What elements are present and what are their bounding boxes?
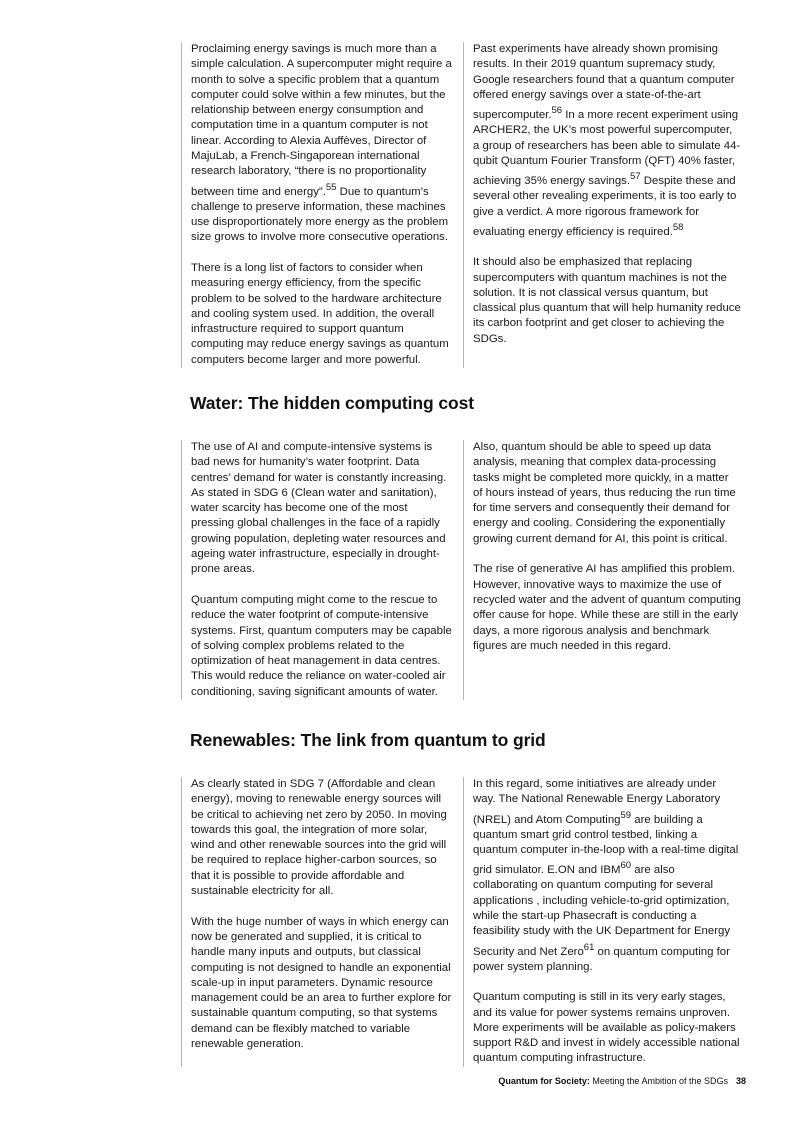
paragraph bbox=[473, 255, 741, 347]
text-run: Quantum computing is still in its very early stages, and its value for power systems remains unproven. More experiments will be available as policy-makers support R&D and invest in widely accessible national quantum computing infrastructure. bbox=[473, 991, 740, 1065]
footer-report-title: Quantum for Society: bbox=[498, 1076, 590, 1086]
text-run: on quantum computing for power system planning. bbox=[473, 945, 730, 973]
text-run: are building a quantum smart grid control testbed, linking a quantum computer in-the-loop with a real-time digital grid simulator. E.ON and IBM bbox=[473, 813, 739, 877]
paragraph bbox=[473, 777, 741, 975]
paragraph bbox=[191, 777, 453, 899]
text-run: With the huge number of ways in which energy can now be generated and supplied, it is critical to handle many inputs and outputs, but classical computing is not designed to handle an exponential scale-up in input parameters. Dynamic resource management could be an area to further explore for sustainable quantum computing, so that systems demand can be flexibly matched to variable renewable generation. bbox=[191, 915, 452, 1051]
paragraph bbox=[191, 915, 453, 1053]
paragraph bbox=[473, 440, 741, 547]
column-left bbox=[181, 42, 463, 368]
footnote-ref: 55 bbox=[325, 181, 337, 193]
page-number: 38 bbox=[735, 1076, 746, 1086]
footnote-ref: 61 bbox=[583, 941, 595, 953]
text-run: Due to quantum’s challenge to preserve information, these machines use disproportionately more energy as the problem size grows to involve more consecutive operations. bbox=[191, 185, 449, 244]
footnote-ref: 57 bbox=[630, 171, 641, 183]
text-run: Despite these and several other revealing experiments, it is too early to give a verdict. A more rigorous framework for evaluating energy efficiency is required. bbox=[473, 174, 737, 238]
text-run: Also, quantum should be able to speed up data analysis, meaning that complex data-processing tasks might be completed more quickly, in a matter of hours instead of years, thus reducing the run time for time servers and consequently their demand for energy and cooling. Considering the exponentially growing current demand for AI, this point is critical. bbox=[473, 441, 736, 545]
text-run: It should also be emphasized that replacing supercomputers with quantum machines is not the solution. It is not classical versus quantum, but classical plus quantum that will help humanity reduce its carbon footprint and get closer to achieving the SDGs. bbox=[473, 256, 741, 345]
text-run: The use of AI and compute-intensive systems is bad news for humanity’s water footprint. Data centres’ demand for water is constantly increasing. As stated in SDG 6 (Clean water and sanitation), water scarcity has become one of the most pressing global challenges in the face of a rapidly growing population, depleting water resources and ageing water infrastructure, especially in drought-prone areas. bbox=[191, 441, 447, 576]
text-run: There is a long list of factors to consider when measuring energy efficiency, from the specific problem to be solved to the hardware architecture and cooling system used. In addition, the overall infrastructure required to support quantum computing may reduce energy savings as quantum computers become larger and more powerful. bbox=[191, 261, 449, 366]
text-run: As clearly stated in SDG 7 (Affordable and clean energy), moving to renewable energy sources will be critical to achieving net zero by 2050. In moving towards this goal, the integration of more solar, wind and other renewable sources into the grid will be required to replace higher-carbon sources, so that it is possible to provide affordable and sustainable electricity for all. bbox=[191, 778, 447, 898]
section-energy-efficiency bbox=[181, 42, 746, 368]
text-run: Quantum computing might come to the rescue to reduce the water footprint of compute-intensive systems. First, quantum computers may be capable of solving complex problems related to the optimization of heat management in data centres. This would reduce the reliance on water-cooled air conditioning, saving significant amounts of water. bbox=[191, 593, 452, 698]
page-footer bbox=[498, 1076, 746, 1086]
footnote-ref: 58 bbox=[672, 221, 684, 233]
paragraph bbox=[473, 990, 741, 1066]
column-left bbox=[181, 440, 463, 700]
section-water bbox=[181, 440, 746, 700]
column-right bbox=[463, 777, 745, 1067]
footnote-ref: 60 bbox=[620, 860, 632, 872]
text-run: are also collaborating on quantum computing for several applications , including vehicle-to-grid optimization, while the start-up Phasecraft is conducting a feasibility study with the UK Department for Energy Security and Net Zero bbox=[473, 864, 731, 958]
paragraph bbox=[191, 440, 453, 578]
section-heading-water: Water: The hidden computing cost bbox=[190, 393, 474, 413]
text-run: The rise of generative AI has amplified this problem. However, innovative ways to maximize the use of recycled water and the advent of quantum computing offer cause for hope. While these are still in the early days, a more rigorous analysis and benchmark figures are much needed in this regard. bbox=[473, 563, 741, 652]
text-run: Proclaiming energy savings is much more than a simple calculation. A supercomputer might require a month to solve a specific problem that a quantum computer could solve within a few minutes, but the relationship between energy consumption and computation time in a quantum computer is not linear. According to Alexia Auffèves, Director of MajuLab, a French-Singaporean international research laboratory, “there is no proportionality between time and energy”. bbox=[191, 43, 452, 198]
section-renewables bbox=[181, 777, 746, 1067]
footnote-ref: 56 bbox=[551, 105, 563, 117]
footer-report-subtitle: Meeting the Ambition of the SDGs bbox=[589, 1076, 728, 1086]
paragraph bbox=[191, 593, 453, 700]
text-run: In a more recent experiment using ARCHER2, the UK’s most powerful supercomputer, a group of researchers has been able to simulate 44-qubit Quantum Fourier Transform (QFT) 40% faster, achieving 35% energy savings. bbox=[473, 108, 741, 187]
footnote-ref: 59 bbox=[620, 809, 632, 821]
paragraph bbox=[191, 261, 453, 368]
text-run: In this regard, some initiatives are already under way. The National Renewable Energy Laboratory (NREL) and Atom Computing bbox=[473, 778, 721, 826]
paragraph bbox=[473, 42, 741, 240]
column-right bbox=[463, 440, 745, 700]
paragraph bbox=[191, 42, 453, 246]
column-right bbox=[463, 42, 745, 368]
section-heading-renewables: Renewables: The link from quantum to grid bbox=[190, 730, 546, 750]
column-left bbox=[181, 777, 463, 1067]
paragraph bbox=[473, 562, 741, 654]
text-run: Past experiments have already shown promising results. In their 2019 quantum supremacy study, Google researchers found that a quantum computer offered energy savings over a state-of-the-art supercomputer. bbox=[473, 43, 735, 121]
